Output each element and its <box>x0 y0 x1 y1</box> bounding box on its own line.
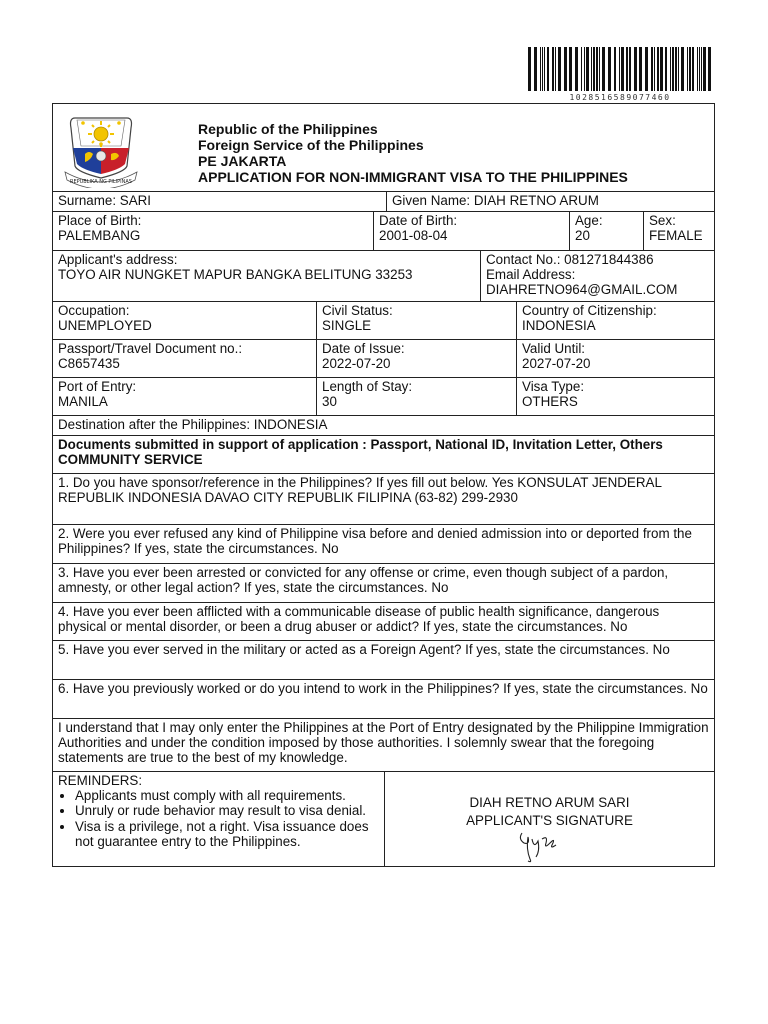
question-5: 5. Have you ever served in the military or acted as a Foreign Agent? If yes, state the circumstances. No <box>58 642 670 657</box>
citizenship-label: Country of Citizenship: <box>522 303 657 318</box>
question-row <box>53 679 714 718</box>
civil-status-field <box>316 302 516 339</box>
svg-text:REPUBLIKA NG PILIPINAS: REPUBLIKA NG PILIPINAS <box>70 179 132 185</box>
date-of-birth-label: Date of Birth: <box>379 213 458 228</box>
given-name-field: Given Name: DIAH RETNO ARUM <box>386 192 714 211</box>
passport-label: Passport/Travel Document no.: <box>58 341 243 356</box>
civil-status-label: Civil Status: <box>322 303 393 318</box>
barcode-bar <box>657 47 659 91</box>
reminders-row <box>53 771 714 866</box>
barcode-bar <box>645 47 648 91</box>
passport-row <box>53 339 714 377</box>
barcode-bar <box>634 47 637 91</box>
barcode-bar <box>689 47 691 91</box>
reminder-item: • Visa is a privilege, not a right. Visa issuance does not guarantee entry to the Philippines. <box>75 819 379 849</box>
philippine-seal-icon <box>61 108 141 188</box>
place-of-birth-value: PALEMBANG <box>58 228 141 244</box>
barcode-bar <box>703 47 706 91</box>
port-of-entry-value: MANILA <box>58 394 108 410</box>
destination-row <box>53 415 714 435</box>
sex-value: FEMALE <box>649 228 703 244</box>
contact-field <box>480 251 714 301</box>
barcode-bar <box>547 47 549 91</box>
barcode-bar <box>675 47 677 91</box>
address-label: Applicant's address: <box>58 252 178 267</box>
age-label: Age: <box>575 213 603 228</box>
visa-type-value: OTHERS <box>522 394 578 410</box>
question-row <box>53 473 714 524</box>
passport-value: C8657435 <box>58 356 120 372</box>
question-3: 3. Have you ever been arrested or convicted for any offense or crime, even though subject of a pardon, amnesty, or other legal action? If yes, state the circumstances. No <box>58 565 669 596</box>
barcode-bar <box>569 47 572 91</box>
reminders-list <box>58 788 379 849</box>
sex-label: Sex: <box>649 213 676 228</box>
barcode-bar <box>681 47 684 91</box>
barcode-bar <box>619 47 620 91</box>
citizenship-field <box>516 302 714 339</box>
destination-field: Destination after the Philippines: INDONESIA <box>58 417 328 432</box>
barcode-bar <box>608 47 611 91</box>
age-value: 20 <box>575 228 590 244</box>
barcode-bar <box>626 47 628 91</box>
post-title: PE JAKARTA <box>198 153 287 169</box>
country-title: Republic of the Philippines <box>198 121 378 137</box>
barcode-bar <box>621 47 624 91</box>
barcode-bar <box>672 47 674 91</box>
passport-field <box>53 340 316 377</box>
barcode-bar <box>692 47 694 91</box>
barcode-bar <box>670 47 671 91</box>
barcode-bar <box>596 47 598 91</box>
valid-until-label: Valid Until: <box>522 341 586 356</box>
date-of-issue-field <box>316 340 516 377</box>
length-of-stay-field <box>316 378 516 415</box>
barcode-bar <box>660 47 663 91</box>
visa-type-field <box>516 378 714 415</box>
question-6: 6. Have you previously worked or do you intend to work in the Philippines? If yes, state the circumstances. No <box>58 681 708 696</box>
form-header <box>53 104 714 191</box>
address-field <box>53 251 480 301</box>
form-title-block <box>198 121 628 185</box>
barcode-bar <box>654 47 655 91</box>
barcode-bar <box>599 47 600 91</box>
reminder-item: • Applicants must comply with all requirements. <box>75 788 379 803</box>
signatory-name: DIAH RETNO ARUM SARI <box>469 795 630 810</box>
service-title: Foreign Service of the Philippines <box>198 137 424 153</box>
question-1: 1. Do you have sponsor/reference in the Philippines? If yes fill out below. Yes KONSULAT JENDERAL REPUBLIK INDONESIA DAVAO CITY REPUBLIK FILIPINA (63-82) 299-2930 <box>58 475 662 506</box>
visa-type-label: Visa Type: <box>522 379 585 394</box>
barcode-bar <box>555 47 556 91</box>
signature-label: APPLICANT'S SIGNATURE <box>466 813 633 828</box>
barcode-bar <box>534 47 537 91</box>
barcode-bar <box>697 47 698 91</box>
barcode-bar <box>528 47 531 91</box>
sex-field <box>643 212 714 250</box>
barcode-bar <box>699 47 700 91</box>
address-value: TOYO AIR NUNGKET MAPUR BANGKA BELITUNG 33253 <box>58 267 413 283</box>
barcode-bar <box>701 47 702 91</box>
length-of-stay-label: Length of Stay: <box>322 379 413 394</box>
barcode-bar <box>540 47 541 91</box>
reminders-title: REMINDERS: <box>58 773 143 788</box>
barcode-bar <box>586 47 589 91</box>
barcode-bar <box>678 47 679 91</box>
barcode-bar <box>665 47 667 91</box>
handwritten-signature <box>516 825 562 863</box>
email-value: DIAHRETNO964@GMAIL.COM <box>486 282 678 298</box>
barcode-bar <box>614 47 616 91</box>
occupation-label: Occupation: <box>58 303 130 318</box>
barcode-bar <box>591 47 592 91</box>
length-of-stay-value: 30 <box>322 394 337 410</box>
question-row <box>53 563 714 602</box>
barcode-bar <box>558 47 561 91</box>
barcode-bar <box>542 47 543 91</box>
date-of-issue-label: Date of Issue: <box>322 341 405 356</box>
barcode-bar <box>593 47 595 91</box>
citizenship-value: INDONESIA <box>522 318 596 334</box>
question-row <box>53 640 714 679</box>
barcode-bar <box>564 47 567 91</box>
declaration-text: I understand that I may only enter the Philippines at the Port of Entry designated by the Philippine Immigration Authorities and under the condition imposed by those authorities. I solemnly swear that the foregoing statements are true to the best of my knowledge. <box>58 720 709 766</box>
address-row <box>53 250 714 301</box>
barcode-bar <box>544 47 545 91</box>
barcode-bar <box>602 47 605 91</box>
question-2: 2. Were you ever refused any kind of Philippine visa before and denied admission into or deported from the Philippines? If yes, state the circumstances. No <box>58 526 692 557</box>
date-of-birth-value: 2001-08-04 <box>379 228 448 244</box>
declaration-row <box>53 718 714 771</box>
occupation-value: UNEMPLOYED <box>58 318 152 334</box>
reminders-box <box>53 772 384 866</box>
barcode-bar <box>629 47 631 91</box>
entry-row <box>53 377 714 415</box>
barcode-number: 1028516589077460 <box>569 93 671 102</box>
valid-until-field <box>516 340 714 377</box>
reminder-item: • Unruly or rude behavior may result to visa denial. <box>75 803 379 818</box>
signature-box <box>384 772 714 866</box>
port-of-entry-field <box>53 378 316 415</box>
barcode-bar <box>584 47 585 91</box>
date-of-issue-value: 2022-07-20 <box>322 356 391 372</box>
question-row <box>53 524 714 563</box>
name-row <box>53 191 714 211</box>
barcode-bar <box>552 47 554 91</box>
place-of-birth-field <box>53 212 373 250</box>
occupation-field <box>53 302 316 339</box>
application-title: APPLICATION FOR NON-IMMIGRANT VISA TO THE PHILIPPINES <box>198 169 628 185</box>
place-of-birth-label: Place of Birth: <box>58 213 142 228</box>
surname-field: Surname: SARI <box>58 193 152 208</box>
barcode-bar <box>581 47 582 91</box>
occupation-row <box>53 301 714 339</box>
date-of-birth-field <box>373 212 569 250</box>
barcode-bar <box>575 47 578 91</box>
contact-value: Contact No.: 081271844386 <box>486 252 654 267</box>
visa-application-form <box>52 103 715 867</box>
documents-field: Documents submitted in support of application : Passport, National ID, Invitation Letter, Others COMMUNITY SERVICE <box>58 437 663 468</box>
question-4: 4. Have you ever been afflicted with a communicable disease of public health significance, dangerous physical or mental disorder, or been a drug abuser or addict? If yes, state the circumstances. No <box>58 604 660 635</box>
barcode-bar <box>687 47 688 91</box>
barcode <box>528 47 712 91</box>
civil-status-value: SINGLE <box>322 318 372 334</box>
barcode-bar <box>708 47 711 91</box>
barcode-bar <box>651 47 653 91</box>
question-row <box>53 602 714 640</box>
valid-until-value: 2027-07-20 <box>522 356 591 372</box>
email-label: Email Address: <box>486 267 576 283</box>
port-of-entry-label: Port of Entry: <box>58 379 137 394</box>
age-field <box>569 212 643 250</box>
documents-row <box>53 435 714 473</box>
birth-row <box>53 211 714 250</box>
barcode-bar <box>639 47 642 91</box>
